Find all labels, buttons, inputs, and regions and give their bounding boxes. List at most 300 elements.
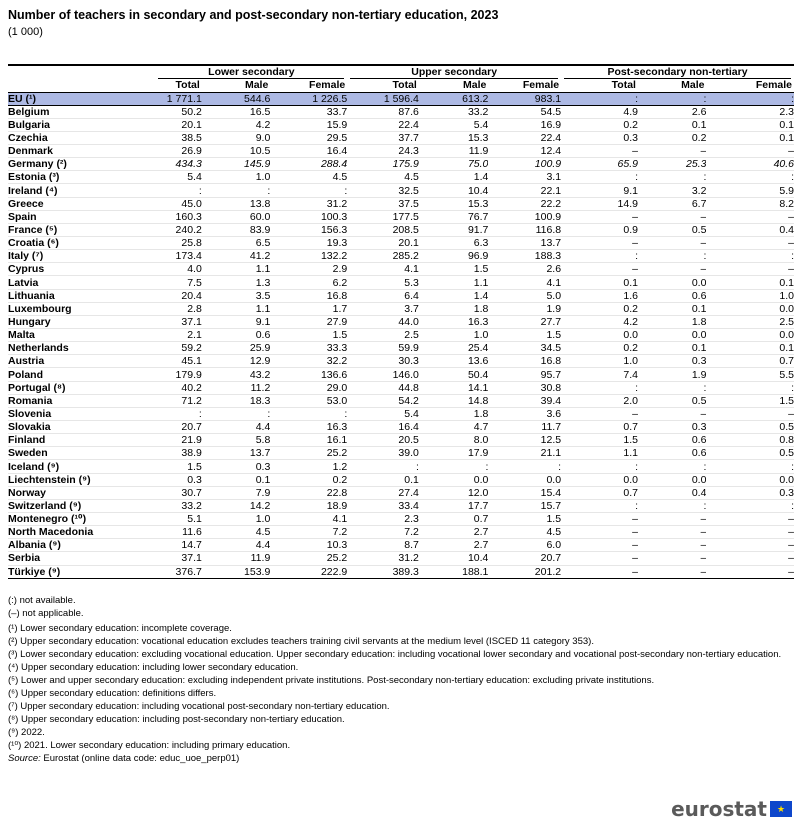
value-cell: 39.0 xyxy=(347,447,419,460)
value-cell: 5.1 xyxy=(155,513,201,526)
header-country xyxy=(8,79,155,92)
teachers-table xyxy=(8,64,794,579)
footnote: (⁷) Upper secondary education: including vocational post-secondary non-tertiary education. xyxy=(8,701,390,712)
table-row xyxy=(8,368,794,381)
value-cell: 983.1 xyxy=(488,92,561,105)
value-cell: 0.3 xyxy=(638,421,706,434)
value-cell: 16.1 xyxy=(270,434,347,447)
country-cell: Germany (²) xyxy=(8,158,155,171)
value-cell: 15.4 xyxy=(488,486,561,499)
flag-stars: ★ xyxy=(776,803,786,814)
value-cell: 14.2 xyxy=(202,499,270,512)
value-cell: 5.5 xyxy=(706,368,794,381)
value-cell: 2.6 xyxy=(638,105,706,118)
value-cell: : xyxy=(419,460,489,473)
country-cell: Sweden xyxy=(8,447,155,460)
group-header-upper-secondary: Upper secondary xyxy=(347,65,561,79)
value-cell: 11.2 xyxy=(202,381,270,394)
value-cell: 22.4 xyxy=(488,131,561,144)
value-cell: : xyxy=(706,250,794,263)
value-cell: : xyxy=(706,381,794,394)
value-cell: 4.2 xyxy=(202,118,270,131)
value-cell: 17.9 xyxy=(419,447,489,460)
value-cell: 208.5 xyxy=(347,223,419,236)
country-cell: Luxembourg xyxy=(8,302,155,315)
value-cell: 145.9 xyxy=(202,158,270,171)
value-cell: 201.2 xyxy=(488,565,561,578)
value-cell: 4.5 xyxy=(488,526,561,539)
value-cell: 76.7 xyxy=(419,210,489,223)
value-cell: : xyxy=(202,407,270,420)
value-cell: 20.5 xyxy=(347,434,419,447)
table-row xyxy=(8,105,794,118)
value-cell: 71.2 xyxy=(155,394,201,407)
value-cell: 188.1 xyxy=(419,565,489,578)
value-cell: 4.5 xyxy=(202,526,270,539)
country-cell: Estonia (³) xyxy=(8,171,155,184)
value-cell: 2.8 xyxy=(155,302,201,315)
value-cell: 0.1 xyxy=(347,473,419,486)
table-row xyxy=(8,460,794,473)
value-cell: 0.4 xyxy=(706,223,794,236)
value-cell: 222.9 xyxy=(270,565,347,578)
country-cell: Greece xyxy=(8,197,155,210)
table-row xyxy=(8,473,794,486)
footnote: (⁸) Upper secondary education: including post-secondary non-tertiary education. xyxy=(8,714,345,725)
value-cell: 16.3 xyxy=(270,421,347,434)
table-row xyxy=(8,355,794,368)
value-cell: 0.1 xyxy=(638,302,706,315)
value-cell: 7.5 xyxy=(155,276,201,289)
country-cell: Iceland (⁹) xyxy=(8,460,155,473)
value-cell: – xyxy=(706,526,794,539)
header-corner xyxy=(8,65,155,79)
value-cell: 1 596.4 xyxy=(347,92,419,105)
value-cell: : xyxy=(347,460,419,473)
value-cell: 24.3 xyxy=(347,145,419,158)
value-cell: 1.1 xyxy=(561,447,638,460)
value-cell: 0.2 xyxy=(561,302,638,315)
value-cell: 0.1 xyxy=(202,473,270,486)
table-row xyxy=(8,342,794,355)
value-cell: 6.0 xyxy=(488,539,561,552)
column-header: Female xyxy=(309,79,346,92)
value-cell: 5.4 xyxy=(347,407,419,420)
value-cell: – xyxy=(706,552,794,565)
value-cell: 146.0 xyxy=(347,368,419,381)
value-cell: 1.8 xyxy=(419,407,489,420)
source-label: Source: xyxy=(8,753,41,764)
value-cell: 2.0 xyxy=(561,394,638,407)
value-cell: 0.3 xyxy=(155,473,201,486)
table-row xyxy=(8,118,794,131)
value-cell: 1.0 xyxy=(202,513,270,526)
value-cell: : xyxy=(706,460,794,473)
value-cell: – xyxy=(638,565,706,578)
value-cell: 60.0 xyxy=(202,210,270,223)
value-cell: 16.8 xyxy=(270,289,347,302)
value-cell: 179.9 xyxy=(155,368,201,381)
table-row xyxy=(8,250,794,263)
value-cell: – xyxy=(638,526,706,539)
value-cell: 0.5 xyxy=(706,447,794,460)
table-row xyxy=(8,302,794,315)
value-cell: 31.2 xyxy=(347,552,419,565)
country-cell: Cyprus xyxy=(8,263,155,276)
value-cell: 1 771.1 xyxy=(155,92,201,105)
table-row xyxy=(8,289,794,302)
value-cell: 1.0 xyxy=(706,289,794,302)
value-cell: 1.6 xyxy=(561,289,638,302)
value-cell: – xyxy=(561,237,638,250)
table-row xyxy=(8,158,794,171)
value-cell: : xyxy=(561,381,638,394)
value-cell: : xyxy=(488,460,561,473)
country-cell: Netherlands xyxy=(8,342,155,355)
value-cell: 1.0 xyxy=(419,329,489,342)
value-cell: 22.8 xyxy=(270,486,347,499)
value-cell: : xyxy=(155,184,201,197)
value-cell: : xyxy=(561,460,638,473)
country-cell: Belgium xyxy=(8,105,155,118)
value-cell: 16.4 xyxy=(270,145,347,158)
value-cell: 1.8 xyxy=(419,302,489,315)
value-cell: : xyxy=(561,499,638,512)
value-cell: – xyxy=(561,145,638,158)
value-cell: 0.0 xyxy=(638,276,706,289)
value-cell: 0.1 xyxy=(561,276,638,289)
value-cell: 4.4 xyxy=(202,539,270,552)
value-cell: 8.2 xyxy=(706,197,794,210)
value-cell: 6.5 xyxy=(202,237,270,250)
value-cell: 188.3 xyxy=(488,250,561,263)
value-cell: 2.7 xyxy=(419,539,489,552)
column-header: Male xyxy=(244,79,269,92)
value-cell: 4.1 xyxy=(347,263,419,276)
table-row xyxy=(8,552,794,565)
column-header: Total xyxy=(392,79,417,92)
value-cell: – xyxy=(706,539,794,552)
table-row xyxy=(8,434,794,447)
value-cell: 0.0 xyxy=(638,329,706,342)
value-cell: 1 226.5 xyxy=(270,92,347,105)
value-cell: 613.2 xyxy=(419,92,489,105)
table-row xyxy=(8,171,794,184)
eu-total-row xyxy=(8,92,794,105)
value-cell: – xyxy=(706,263,794,276)
value-cell: 0.8 xyxy=(706,434,794,447)
footnote: (¹⁰) 2021. Lower secondary education: including primary education. xyxy=(8,740,291,751)
value-cell: 33.3 xyxy=(270,342,347,355)
country-cell: Switzerland (⁹) xyxy=(8,499,155,512)
value-cell: 16.5 xyxy=(202,105,270,118)
value-cell: 16.3 xyxy=(419,315,489,328)
value-cell: 32.2 xyxy=(270,355,347,368)
country-cell: Czechia xyxy=(8,131,155,144)
value-cell: 0.3 xyxy=(638,355,706,368)
value-cell: 15.9 xyxy=(270,118,347,131)
value-cell: 11.9 xyxy=(202,552,270,565)
value-cell: 3.7 xyxy=(347,302,419,315)
table-row xyxy=(8,381,794,394)
value-cell: 0.5 xyxy=(638,223,706,236)
table-row xyxy=(8,394,794,407)
value-cell: 376.7 xyxy=(155,565,201,578)
value-cell: 50.4 xyxy=(419,368,489,381)
value-cell: 288.4 xyxy=(270,158,347,171)
country-cell: Albania (⁹) xyxy=(8,539,155,552)
value-cell: 0.2 xyxy=(561,342,638,355)
value-cell: 0.4 xyxy=(638,486,706,499)
table-body xyxy=(8,92,794,578)
value-cell: 7.4 xyxy=(561,368,638,381)
value-cell: 15.3 xyxy=(419,131,489,144)
country-cell: Hungary xyxy=(8,315,155,328)
column-header: Female xyxy=(755,79,792,92)
value-cell: 1.9 xyxy=(488,302,561,315)
value-cell: 20.1 xyxy=(155,118,201,131)
value-cell: 1.1 xyxy=(202,302,270,315)
value-cell: – xyxy=(561,565,638,578)
value-cell: 9.1 xyxy=(561,184,638,197)
value-cell: 14.8 xyxy=(419,394,489,407)
country-cell: Lithuania xyxy=(8,289,155,302)
value-cell: : xyxy=(706,92,794,105)
value-cell: 25.2 xyxy=(270,552,347,565)
value-cell: – xyxy=(706,565,794,578)
value-cell: 153.9 xyxy=(202,565,270,578)
value-cell: : xyxy=(561,250,638,263)
value-cell: 9.1 xyxy=(202,315,270,328)
note-not-available: (:) not available. xyxy=(8,595,76,606)
value-cell: 240.2 xyxy=(155,223,201,236)
value-cell: : xyxy=(638,460,706,473)
value-cell: 6.7 xyxy=(638,197,706,210)
value-cell: 22.4 xyxy=(347,118,419,131)
value-cell: 3.2 xyxy=(638,184,706,197)
value-cell: 45.1 xyxy=(155,355,201,368)
value-cell: 37.1 xyxy=(155,315,201,328)
value-cell: 1.5 xyxy=(488,329,561,342)
value-cell: 0.0 xyxy=(419,473,489,486)
value-cell: – xyxy=(638,263,706,276)
value-cell: – xyxy=(561,513,638,526)
value-cell: 11.7 xyxy=(488,421,561,434)
value-cell: 11.6 xyxy=(155,526,201,539)
value-cell: 83.9 xyxy=(202,223,270,236)
value-cell: 30.7 xyxy=(155,486,201,499)
country-cell: Romania xyxy=(8,394,155,407)
country-cell: Türkiye (⁹) xyxy=(8,565,155,578)
value-cell: 4.4 xyxy=(202,421,270,434)
value-cell: 2.5 xyxy=(347,329,419,342)
value-cell: 27.4 xyxy=(347,486,419,499)
page-title: Number of teachers in secondary and post-secondary non-tertiary education, 2023 xyxy=(8,8,499,22)
country-cell: Ireland (⁴) xyxy=(8,184,155,197)
value-cell: 177.5 xyxy=(347,210,419,223)
value-cell: 3.1 xyxy=(488,171,561,184)
value-cell: 175.9 xyxy=(347,158,419,171)
value-cell: 434.3 xyxy=(155,158,201,171)
group-header-post-secondary: Post-secondary non-tertiary xyxy=(561,65,794,79)
eurostat-logo xyxy=(671,797,792,821)
value-cell: 1.4 xyxy=(419,289,489,302)
value-cell: 14.9 xyxy=(561,197,638,210)
value-cell: 0.6 xyxy=(638,289,706,302)
value-cell: 0.6 xyxy=(638,434,706,447)
value-cell: 173.4 xyxy=(155,250,201,263)
footnote: (²) Upper secondary education: vocational education excludes teachers training civil servants at the medium level (ISCED 11 category 353). xyxy=(8,636,594,647)
value-cell: : xyxy=(638,92,706,105)
value-cell: 9.0 xyxy=(202,131,270,144)
value-cell: 44.0 xyxy=(347,315,419,328)
value-cell: 0.0 xyxy=(561,329,638,342)
value-cell: 2.6 xyxy=(488,263,561,276)
value-cell: 44.8 xyxy=(347,381,419,394)
value-cell: 0.5 xyxy=(706,421,794,434)
value-cell: 25.8 xyxy=(155,237,201,250)
value-cell: 26.9 xyxy=(155,145,201,158)
value-cell: – xyxy=(638,407,706,420)
value-cell: 0.1 xyxy=(706,118,794,131)
value-cell: 25.9 xyxy=(202,342,270,355)
value-cell: 1.2 xyxy=(270,460,347,473)
value-cell: 1.0 xyxy=(561,355,638,368)
column-header: Total xyxy=(175,79,200,92)
value-cell: 29.0 xyxy=(270,381,347,394)
value-cell: 0.7 xyxy=(561,421,638,434)
value-cell: – xyxy=(561,263,638,276)
value-cell: 0.1 xyxy=(706,342,794,355)
value-cell: 6.3 xyxy=(419,237,489,250)
value-cell: 0.0 xyxy=(706,302,794,315)
value-cell: 0.3 xyxy=(561,131,638,144)
value-cell: 14.7 xyxy=(155,539,201,552)
value-cell: – xyxy=(638,552,706,565)
value-cell: 4.1 xyxy=(270,513,347,526)
value-cell: – xyxy=(561,526,638,539)
value-cell: 116.8 xyxy=(488,223,561,236)
value-cell: 5.0 xyxy=(488,289,561,302)
value-cell: 1.5 xyxy=(155,460,201,473)
value-cell: 1.7 xyxy=(270,302,347,315)
value-cell: 59.2 xyxy=(155,342,201,355)
value-cell: – xyxy=(706,513,794,526)
value-cell: 17.7 xyxy=(419,499,489,512)
value-cell: 18.9 xyxy=(270,499,347,512)
value-cell: 1.5 xyxy=(419,263,489,276)
value-cell: 43.2 xyxy=(202,368,270,381)
value-cell: 1.5 xyxy=(561,434,638,447)
value-cell: 22.2 xyxy=(488,197,561,210)
value-cell: 156.3 xyxy=(270,223,347,236)
column-header: Female xyxy=(522,79,560,92)
value-cell: : xyxy=(202,184,270,197)
column-header: Male xyxy=(463,79,487,92)
value-cell: 4.2 xyxy=(561,315,638,328)
value-cell: 19.3 xyxy=(270,237,347,250)
value-cell: 100.9 xyxy=(488,210,561,223)
value-cell: : xyxy=(270,184,347,197)
value-cell: 100.3 xyxy=(270,210,347,223)
value-cell: 27.7 xyxy=(488,315,561,328)
value-cell: 4.5 xyxy=(347,171,419,184)
table-row xyxy=(8,539,794,552)
value-cell: 0.2 xyxy=(270,473,347,486)
value-cell: 25.2 xyxy=(270,447,347,460)
value-cell: : xyxy=(638,381,706,394)
table-row xyxy=(8,131,794,144)
footnote: (¹) Lower secondary education: incomplete coverage. xyxy=(8,623,232,634)
value-cell: 40.6 xyxy=(706,158,794,171)
table-row xyxy=(8,263,794,276)
value-cell: 10.4 xyxy=(419,552,489,565)
table-row xyxy=(8,210,794,223)
value-cell: 13.7 xyxy=(202,447,270,460)
value-cell: 91.7 xyxy=(419,223,489,236)
source-line xyxy=(8,752,788,765)
table-row xyxy=(8,315,794,328)
value-cell: 7.2 xyxy=(270,526,347,539)
unit-subtitle: (1 000) xyxy=(8,26,43,38)
value-cell: – xyxy=(638,237,706,250)
value-cell: 32.5 xyxy=(347,184,419,197)
value-cell: : xyxy=(706,171,794,184)
value-cell: 8.7 xyxy=(347,539,419,552)
value-cell: – xyxy=(706,237,794,250)
value-cell: 4.7 xyxy=(419,421,489,434)
value-cell: 37.7 xyxy=(347,131,419,144)
value-cell: 33.7 xyxy=(270,105,347,118)
value-cell: 75.0 xyxy=(419,158,489,171)
value-cell: 6.4 xyxy=(347,289,419,302)
value-cell: 87.6 xyxy=(347,105,419,118)
value-cell: 1.3 xyxy=(202,276,270,289)
value-cell: 0.5 xyxy=(638,394,706,407)
country-cell: North Macedonia xyxy=(8,526,155,539)
value-cell: 0.6 xyxy=(638,447,706,460)
footnote: (³) Lower secondary education: excluding vocational education. Upper secondary education: including vocational lower secondary and vocational post-secondary non-tertiary education. xyxy=(8,649,782,660)
value-cell: 30.8 xyxy=(488,381,561,394)
value-cell: : xyxy=(706,499,794,512)
value-cell: 39.4 xyxy=(488,394,561,407)
value-cell: 14.1 xyxy=(419,381,489,394)
value-cell: 5.3 xyxy=(347,276,419,289)
column-header: Total xyxy=(611,79,636,92)
value-cell: 20.1 xyxy=(347,237,419,250)
value-cell: 132.2 xyxy=(270,250,347,263)
value-cell: : xyxy=(561,92,638,105)
value-cell: 12.5 xyxy=(488,434,561,447)
value-cell: 5.9 xyxy=(706,184,794,197)
value-cell: 0.2 xyxy=(638,131,706,144)
value-cell: 95.7 xyxy=(488,368,561,381)
source-text: Eurostat (online data code: educ_uoe_perp01) xyxy=(43,753,240,764)
value-cell: 13.6 xyxy=(419,355,489,368)
value-cell: 25.4 xyxy=(419,342,489,355)
value-cell: – xyxy=(561,539,638,552)
value-cell: 1.0 xyxy=(202,171,270,184)
value-cell: 12.0 xyxy=(419,486,489,499)
country-cell: Bulgaria xyxy=(8,118,155,131)
value-cell: 0.3 xyxy=(202,460,270,473)
country-cell: Croatia (⁶) xyxy=(8,237,155,250)
value-cell: 13.8 xyxy=(202,197,270,210)
value-cell: : xyxy=(638,250,706,263)
value-cell: 54.5 xyxy=(488,105,561,118)
table-row xyxy=(8,237,794,250)
table-row xyxy=(8,447,794,460)
